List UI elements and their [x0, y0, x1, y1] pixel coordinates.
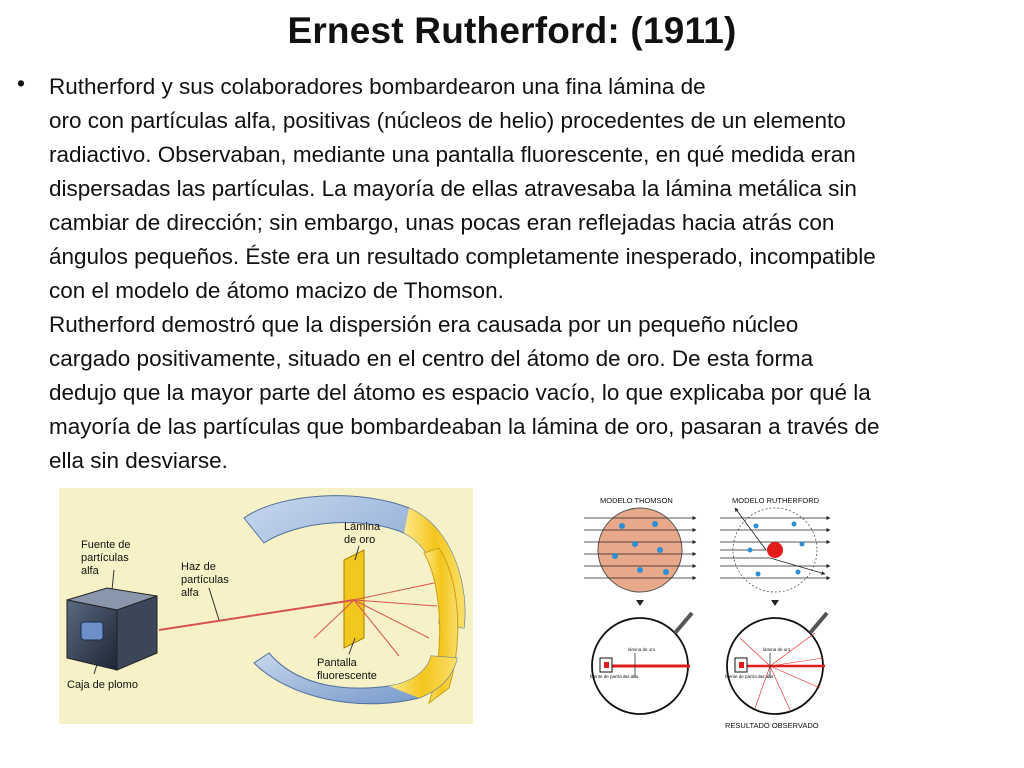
label-observed-result: RESULTADO OBSERVADO — [725, 721, 819, 730]
label-rutherford-model: MODELO RUTHERFORD — [732, 496, 820, 505]
body-line: ella sin desviarse. — [49, 448, 228, 473]
models-figure — [580, 488, 840, 738]
label-source-small: fuente de partículas alfa — [590, 674, 639, 679]
body-line: dedujo que la mayor parte del átomo es espacio vacío, lo que explicaba por qué la — [49, 380, 871, 405]
apparatus-illustration — [59, 488, 473, 724]
label-beam-1: Haz de — [181, 561, 216, 573]
label-lead-box: Caja de plomo — [67, 679, 138, 691]
deflected-ray — [354, 600, 429, 638]
label-beam-3: alfa — [181, 587, 199, 599]
label-screen-2: fluorescente — [317, 670, 377, 682]
down-arrow — [636, 600, 644, 606]
body-line: cargado positivamente, situado en el centro del átomo de oro. De esta forma — [49, 346, 814, 371]
body-line: ángulos pequeños. Éste era un resultado completamente inesperado, incompatible — [49, 244, 876, 269]
label-foil-2: de oro — [344, 534, 376, 546]
body-line: Rutherford demostró que la dispersión era causada por un pequeño núcleo — [49, 312, 799, 337]
label-beam-2: partículas — [181, 574, 229, 586]
body-line: cambiar de dirección; sin embargo, unas pocas eran reflejadas hacia atrás con — [49, 210, 835, 235]
deflected-ray — [354, 600, 437, 606]
microscope-icon — [810, 613, 827, 633]
bullet-marker: • — [17, 70, 26, 96]
down-arrow — [771, 600, 779, 606]
label-source-2: partículas — [81, 552, 129, 564]
source-window — [81, 622, 103, 640]
label-foil-1: Lámina — [344, 521, 381, 533]
body-line: con el modelo de átomo macizo de Thomson. — [49, 278, 504, 303]
slide-title: Ernest Rutherford: (1911) — [287, 10, 737, 51]
label-thomson-model: MODELO THOMSON — [600, 496, 673, 505]
body-line: oro con partículas alfa, positivas (núcleos de helio) procedentes de un elemento — [49, 108, 846, 133]
deflected-ray — [354, 583, 434, 600]
body-paragraph — [49, 70, 1014, 478]
models-illustration — [580, 488, 840, 738]
label-foil-small: lámina de oro — [763, 647, 791, 652]
label-foil-small: lámina de oro — [628, 647, 656, 652]
microscope-icon — [675, 613, 692, 633]
label-source-3: alfa — [81, 565, 99, 577]
body-line: mayoría de las partículas que bombardeaban la lámina de oro, pasaran a través de — [49, 414, 880, 439]
rutherford-nucleus — [767, 542, 783, 558]
body-line: dispersadas las partículas. La mayoría de ellas atravesaba la lámina metálica sin — [49, 176, 857, 201]
label-screen-1: Pantalla — [317, 657, 357, 669]
label-source-small: fuente de partículas alfa — [725, 674, 774, 679]
label-source-1: Fuente de — [81, 539, 131, 551]
alpha-beam — [159, 600, 354, 630]
body-line: radiactivo. Observaban, mediante una pantalla fluorescente, en qué medida eran — [49, 142, 856, 167]
body-line: Rutherford y sus colaboradores bombardearon una fina lámina de — [49, 74, 706, 99]
apparatus-figure — [59, 488, 473, 724]
thomson-sphere — [598, 508, 682, 592]
